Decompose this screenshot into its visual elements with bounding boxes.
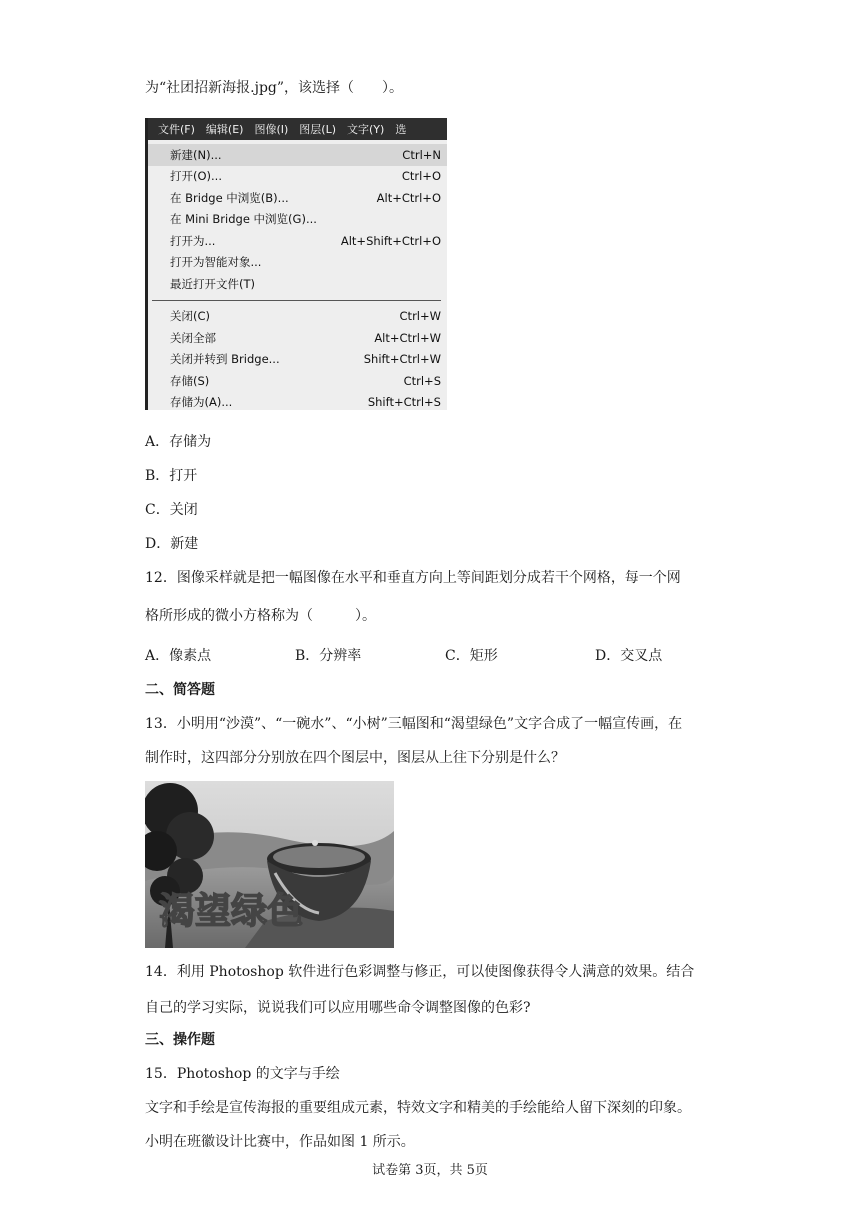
menu-bar-edit: 编辑(E) — [205, 123, 244, 136]
q11-option-b: B．打开 — [145, 468, 198, 484]
menu-item-new: 新建(N)... Ctrl+N — [148, 144, 447, 166]
menu-bar-file: 文件(F) — [158, 123, 195, 136]
menu-bar — [148, 118, 447, 140]
menu-bar-image: 图像(I) — [254, 123, 289, 136]
file-menu-list — [148, 140, 447, 410]
q15-title: 15．Photoshop 的文字与手绘 — [145, 1066, 340, 1082]
menu-item-save: 存储(S) Ctrl+S — [170, 373, 441, 388]
menu-bar-layer: 图层(L) — [299, 123, 337, 136]
section-heading-operation: 三、操作题 — [145, 1032, 215, 1048]
q12-option-d: D．交叉点 — [595, 648, 663, 664]
q11-tail-text: 为“社团招新海报.jpg”，该选择（ ）。 — [145, 80, 404, 96]
menu-item-browse-bridge: 在 Bridge 中浏览(B)... Alt+Ctrl+O — [170, 190, 441, 205]
menu-item-close-all: 关闭全部 Alt+Ctrl+W — [170, 330, 441, 345]
q12-option-b: B．分辨率 — [295, 648, 362, 664]
q13-text-line2: 制作时，这四部分分别放在四个图层中，图层从上往下分别是什么？ — [145, 750, 565, 766]
q14-text-line1: 14．利用 Photoshop 软件进行色彩调整与修正，可以使图像获得令人满意的效果。结合 — [145, 964, 695, 980]
menu-item-close: 关闭(C) Ctrl+W — [170, 309, 441, 324]
menu-item-save-as: 存储为(A)... Shift+Ctrl+S — [170, 395, 441, 410]
q15-text-line1: 文字和手绘是宣传海报的重要组成元素，特效文字和精美的手绘能给人留下深刻的印象。 — [145, 1100, 691, 1116]
q11-option-d: D．新建 — [145, 536, 199, 552]
q11-option-c: C．关闭 — [145, 502, 198, 518]
image-caption-text: 渴望绿色 — [159, 891, 304, 932]
q12-text-line2: 格所形成的微小方格称为（ ）。 — [145, 608, 376, 624]
menu-item-open: 打开(O)... Ctrl+O — [170, 169, 441, 184]
menu-item-open-as: 打开为... Alt+Shift+Ctrl+O — [170, 233, 441, 248]
menu-bar-select: 选 — [395, 123, 407, 136]
menu-item-close-go-bridge: 关闭并转到 Bridge... Shift+Ctrl+W — [170, 352, 441, 367]
q12-option-a: A．像素点 — [145, 648, 212, 664]
menu-bar-type: 文字(Y) — [347, 123, 385, 136]
q12-option-c: C．矩形 — [445, 648, 498, 664]
menu-item-open-smart-object: 打开为智能对象... — [170, 255, 262, 270]
section-heading-short-answer: 二、简答题 — [145, 682, 215, 698]
q11-option-a: A．存储为 — [145, 434, 212, 450]
menu-item-browse-mini-bridge: 在 Mini Bridge 中浏览(G)... — [170, 212, 317, 227]
q13-text-line1: 13．小明用“沙漠”、“一碗水”、“小树”三幅图和“渴望绿色”文字合成了一幅宣传画，在 — [145, 716, 683, 732]
menu-separator — [152, 300, 441, 301]
q12-options — [145, 646, 662, 666]
page-footer: 试卷第 3页，共 5页 — [372, 1163, 488, 1178]
q15-text-line2: 小明在班徽设计比赛中，作品如图 1 所示。 — [145, 1134, 415, 1150]
q14-text-line2: 自己的学习实际，说说我们可以应用哪些命令调整图像的色彩? — [145, 1000, 531, 1016]
q12-text-line1: 12．图像采样就是把一幅图像在水平和垂直方向上等间距划分成若干个网格，每一个网 — [145, 570, 681, 586]
menu-item-recent-files: 最近打开文件(T) — [170, 276, 255, 291]
photoshop-file-menu-screenshot — [145, 118, 447, 410]
desert-bowl-tree-image — [145, 781, 394, 948]
